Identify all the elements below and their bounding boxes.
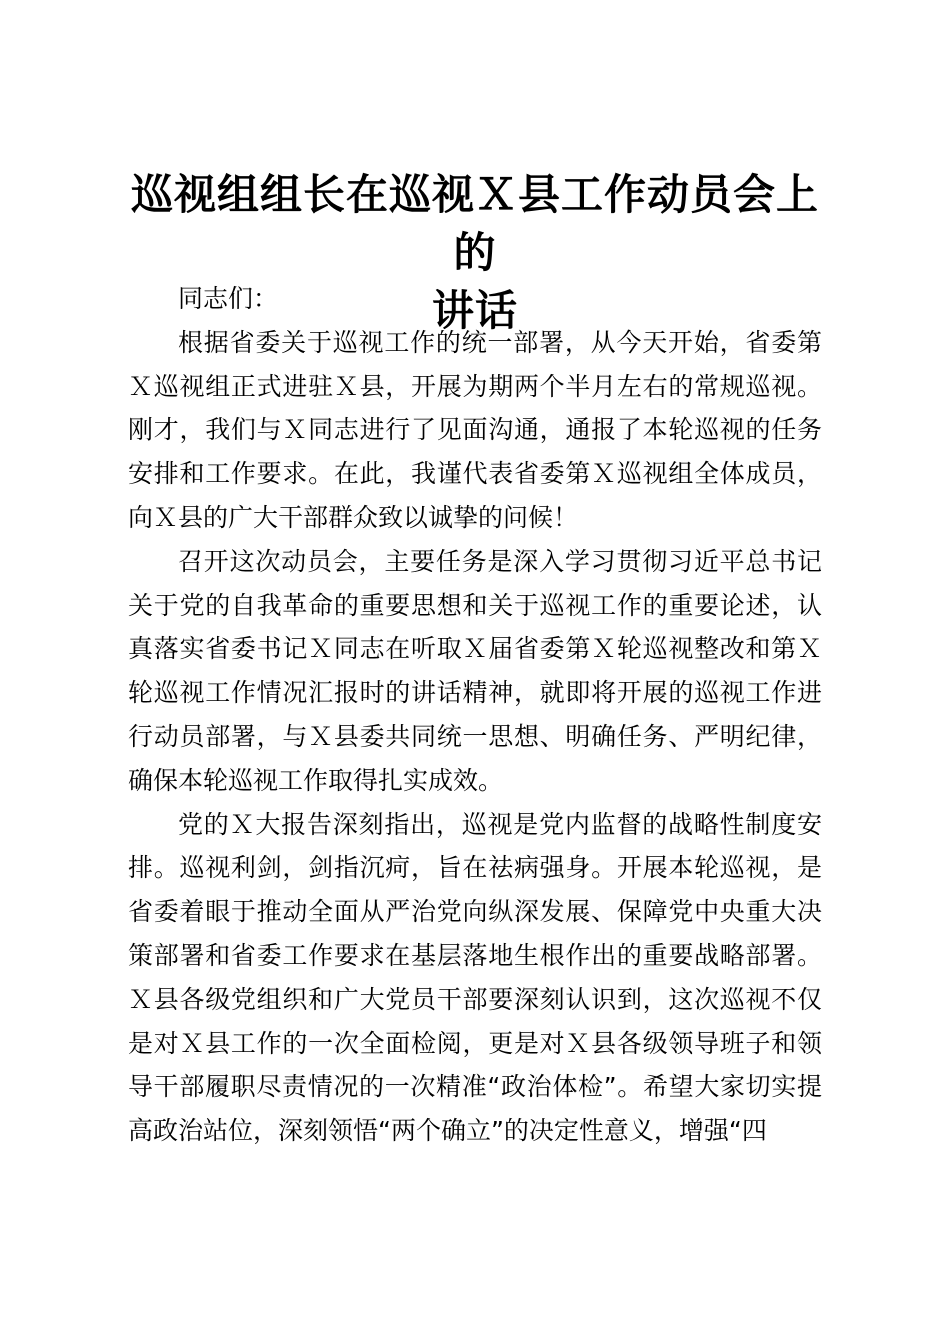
title-line-2: 讲话 — [431, 286, 518, 335]
title-line-1: 巡视组组长在巡视Ｘ县工作动员会上的 — [130, 170, 819, 277]
salutation: 同志们： — [178, 284, 279, 313]
paragraph-2: 召开这次动员会，主要任务是深入学习贯彻习近平总书记关于党的自我革命的重要思想和关于巡视工作的重要论述，认真落实省委书记Ｘ同志在听取Ｘ届省委第Ｘ轮巡视整改和第Ｘ轮巡视工作情况汇报时的讲话精神，就即将开展的巡视工作进行动员部署，与Ｘ县委共同统一思想、明确任务、严明纪律，确保本轮巡视工作取得扎实成效。 — [128, 546, 822, 795]
paragraph-1: 根据省委关于巡视工作的统一部署，从今天开始，省委第Ｘ巡视组正式进驻Ｘ县，开展为期两个半月左右的常规巡视。刚才，我们与Ｘ同志进行了见面沟通，通报了本轮巡视的任务安排和工作要求。在此，我谨代表省委第Ｘ巡视组全体成员，向Ｘ县的广大干部群众致以诚挚的问候！ — [128, 327, 822, 532]
paragraph-3: 党的Ｘ大报告深刻指出，巡视是党内监督的战略性制度安排。巡视利剑，剑指沉疴，旨在祛病强身。开展本轮巡视，是省委着眼于推动全面从严治党向纵深发展、保障党中央重大决策部署和省委工作要求在基层落地生根作出的重要战略部署。Ｘ县各级党组织和广大党员干部要深刻认识到，这次巡视不仅是对Ｘ县工作的一次全面检阅，更是对Ｘ县各级领导班子和领导干部履职尽责情况的一次精准“政治体检”。希望大家切实提高政治站位，深刻领悟“两个确立”的决定性意义，增强“四 — [128, 809, 822, 1146]
document-body — [128, 277, 822, 1153]
